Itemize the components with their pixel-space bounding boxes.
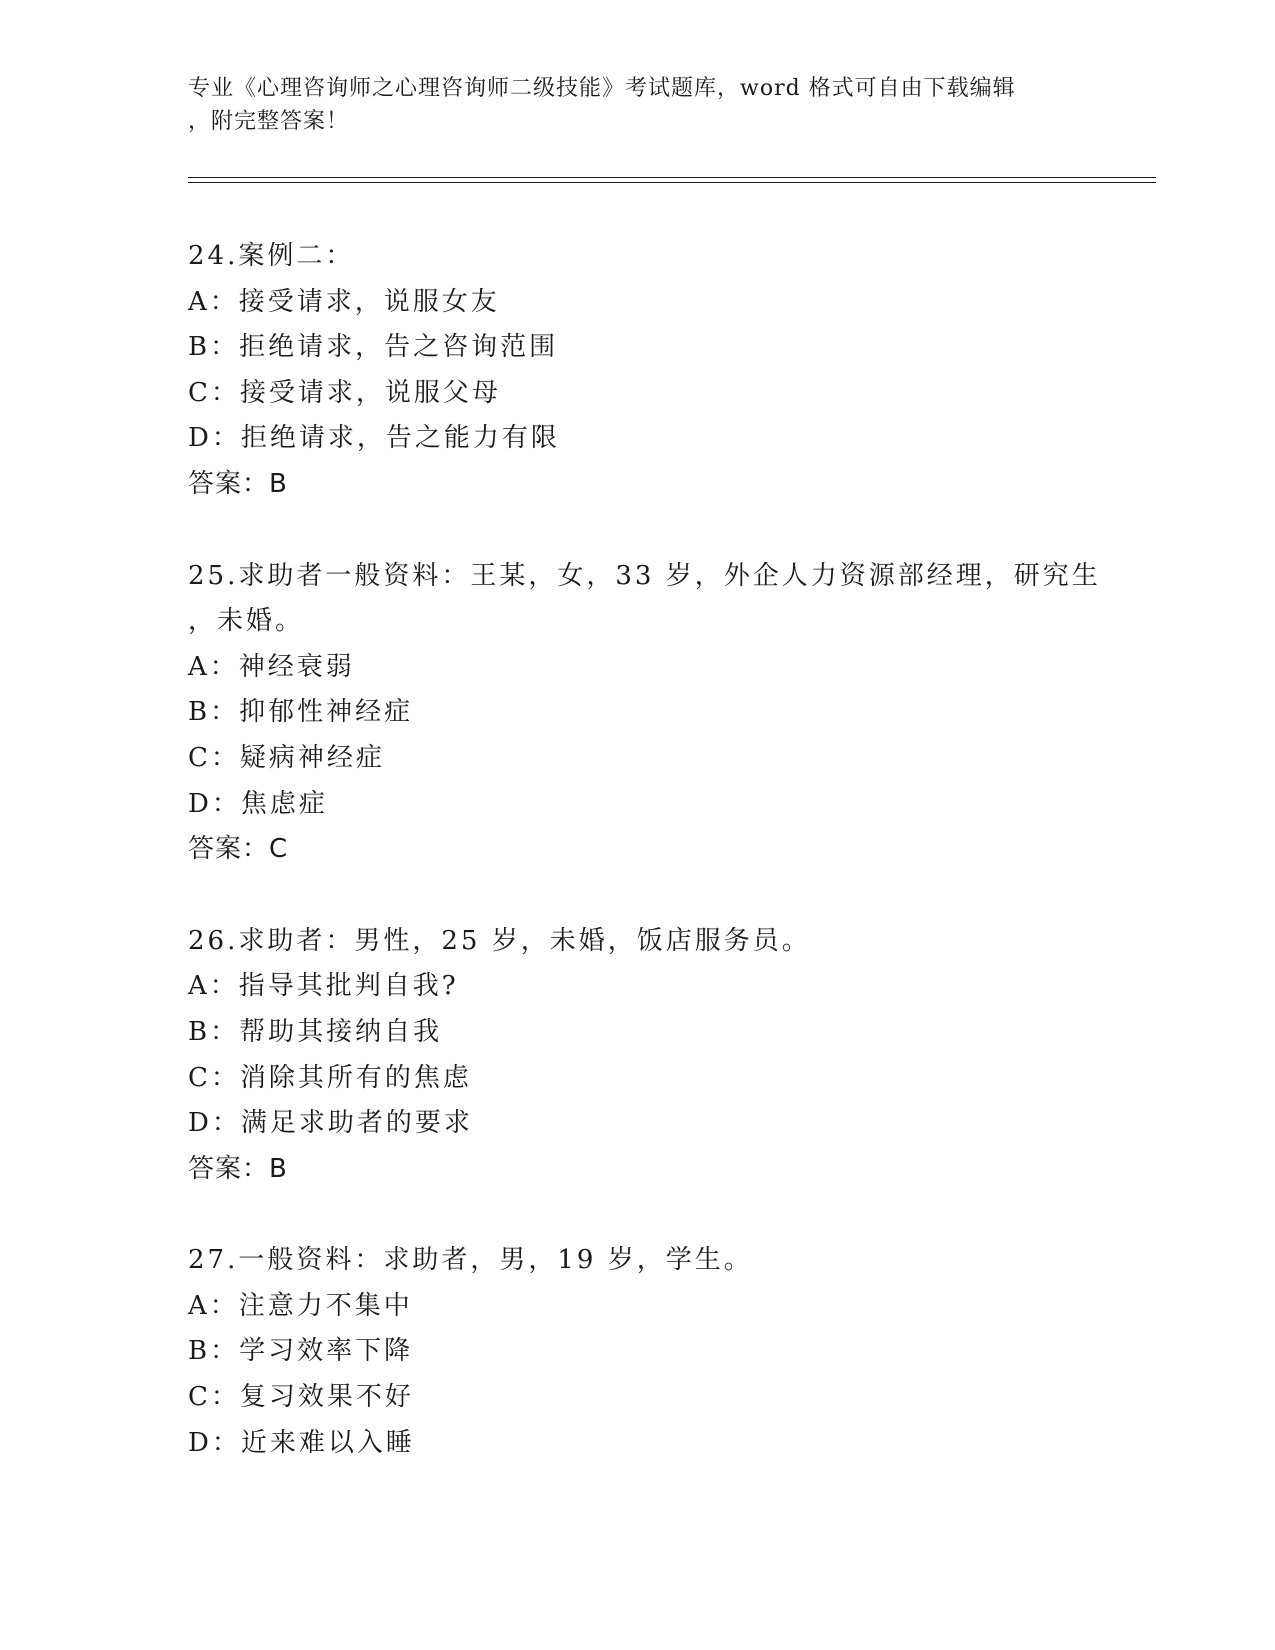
- option-a: A：注意力不集中: [188, 1290, 413, 1321]
- document-header: 专业《心理咨询师之心理咨询师二级技能》考试题库，word 格式可自由下载编辑 ，附完整答案！: [188, 76, 1016, 134]
- question-24: [188, 234, 1108, 508]
- question-stem: 27.一般资料：求助者，男，19 岁，学生。: [188, 1245, 753, 1276]
- option-d: D：焦虑症: [188, 788, 328, 819]
- option-a: A：神经衰弱: [188, 651, 355, 682]
- option-b: B：抑郁性神经症: [188, 697, 414, 728]
- question-stem: 24.案例二：: [188, 241, 355, 271]
- option-d: D：近来难以入睡: [188, 1427, 415, 1458]
- question-26: [188, 919, 1108, 1193]
- question-stem: 26.求助者：男性，25 岁，未婚，饭店服务员。: [188, 925, 811, 956]
- answer: 答案：B: [188, 1153, 288, 1184]
- option-b: B：帮助其接纳自我: [188, 1016, 443, 1047]
- option-c: C：复习效果不好: [188, 1382, 414, 1413]
- answer: 答案：B: [188, 468, 288, 499]
- answer: 答案：C: [188, 834, 289, 865]
- option-a: A：接受请求，说服女友: [188, 286, 500, 317]
- question-25: [188, 554, 1108, 873]
- option-a: A：指导其批判自我?: [188, 971, 459, 1002]
- option-c: C：消除其所有的焦虑: [188, 1062, 472, 1093]
- header-rule-top: [188, 177, 1156, 178]
- question-stem: 25.求助者一般资料：王某，女，33 岁，外企人力资源部经理，研究生 ，未婚。: [188, 560, 1101, 637]
- option-b: B：学习效率下降: [188, 1336, 414, 1367]
- option-d: D：满足求助者的要求: [188, 1108, 473, 1139]
- header-rule-bottom: [188, 182, 1156, 183]
- option-c: C：接受请求，说服父母: [188, 377, 501, 408]
- option-c: C：疑病神经症: [188, 742, 385, 773]
- option-b: B：拒绝请求，告之咨询范围: [188, 332, 559, 363]
- option-d: D：拒绝请求，告之能力有限: [188, 423, 560, 454]
- question-list: [188, 234, 1108, 1512]
- question-27: [188, 1238, 1108, 1466]
